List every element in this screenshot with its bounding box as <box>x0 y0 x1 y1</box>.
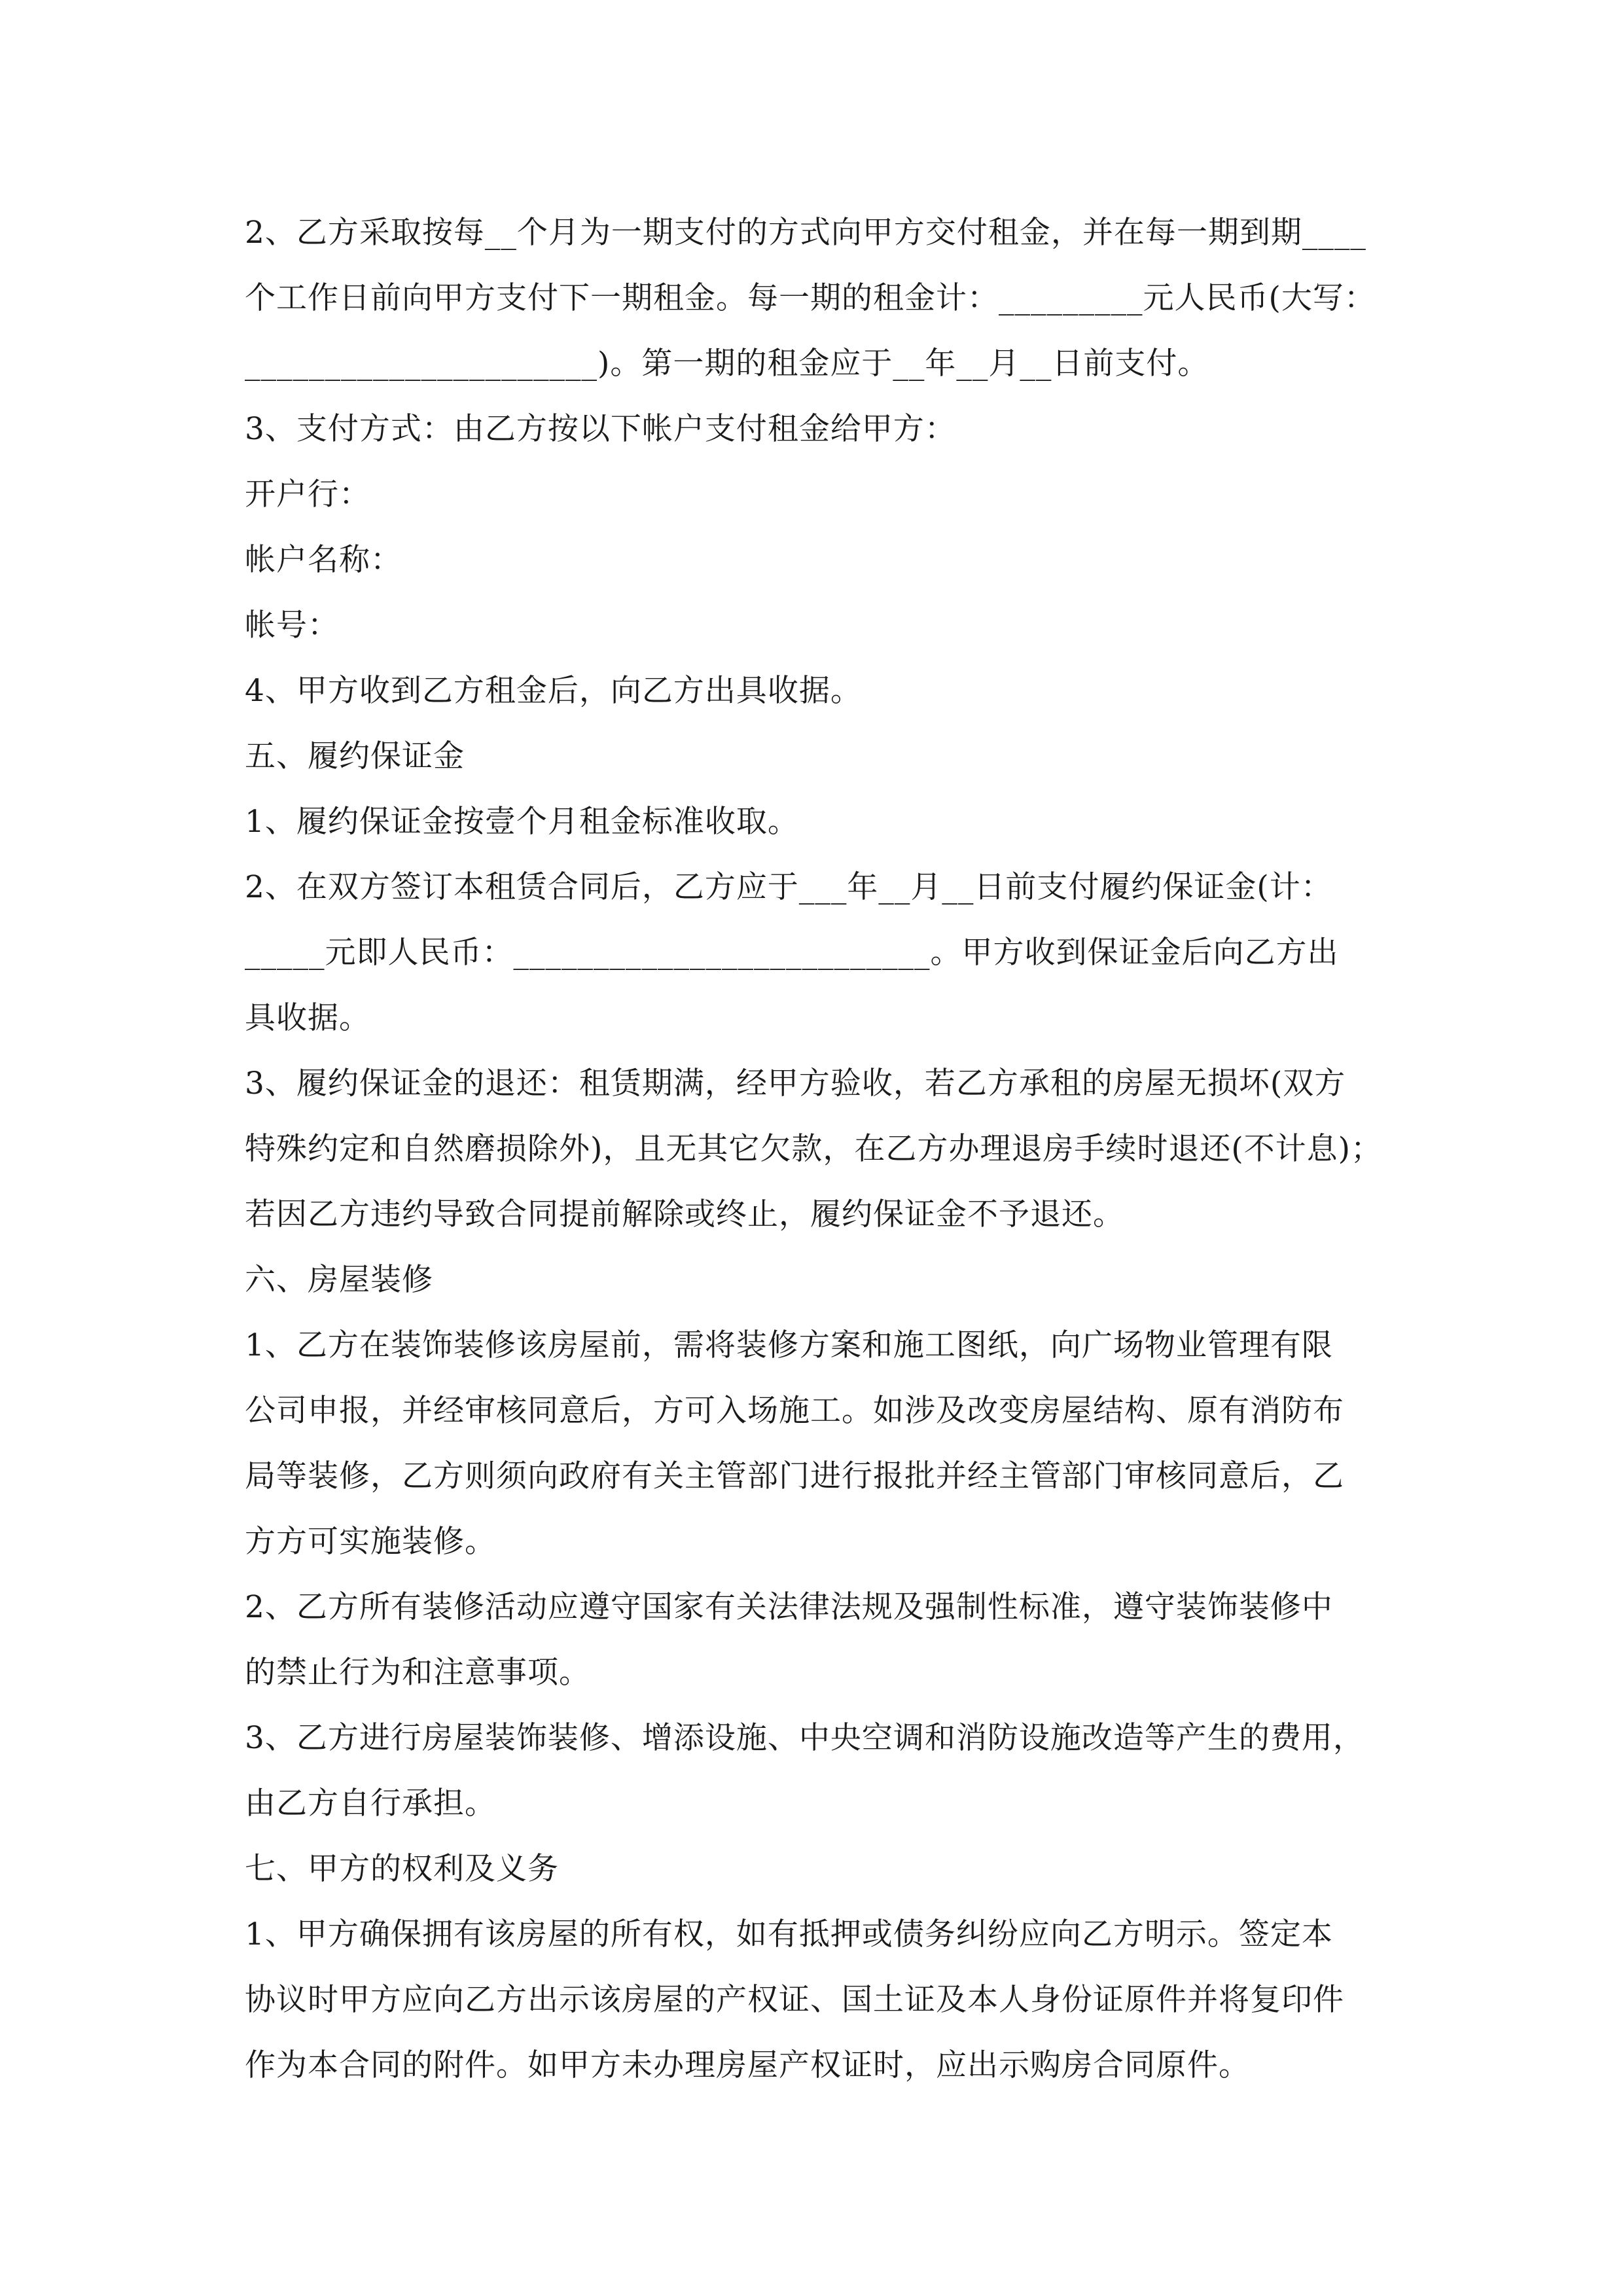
text-line: 局等装修，乙方则须向政府有关主管部门进行报批并经主管部门审核同意后，乙 <box>245 1458 1344 1494</box>
text-line: 特殊约定和自然磨损除外)，且无其它欠款，在乙方办理退房手续时退还(不计息)； <box>245 1131 1383 1167</box>
text-line: 3、支付方式：由乙方按以下帐户支付租金给甲方： <box>245 411 956 447</box>
section-heading: 六、房屋装修 <box>245 1262 433 1298</box>
text-line: 方方可实施装修。 <box>245 1524 496 1560</box>
text-line: 开户行： <box>245 476 370 512</box>
text-line: 由乙方自行承担。 <box>245 1785 496 1821</box>
text-line: 帐号： <box>245 607 339 643</box>
text-line: 的禁止行为和注意事项。 <box>245 1655 590 1691</box>
text-line: 公司申报，并经审核同意后，方可入场施工。如涉及改变房屋结构、原有消防布 <box>245 1393 1344 1429</box>
text-line: 3、乙方进行房屋装饰装修、增添设施、中央空调和消防设施改造等产生的费用， <box>245 1720 1364 1756</box>
text-line: 2、在双方签订本租赁合同后，乙方应于___年__月__日前支付履约保证金(计： <box>245 869 1332 905</box>
text-line: 3、履约保证金的退还：租赁期满，经甲方验收，若乙方承租的房屋无损坏(双方 <box>245 1066 1346 1102</box>
text-line: 作为本合同的附件。如甲方未办理房屋产权证时，应出示购房合同原件。 <box>245 2047 1250 2083</box>
text-line: 1、履约保证金按壹个月租金标准收取。 <box>245 804 799 840</box>
section-heading: 七、甲方的权利及义务 <box>245 1851 559 1887</box>
text-line: 2、乙方所有装修活动应遵守国家有关法律法规及强制性标准，遵守装饰装修中 <box>245 1589 1333 1625</box>
text-line: 若因乙方违约导致合同提前解除或终止，履约保证金不予退还。 <box>245 1196 1124 1232</box>
text-line: 协议时甲方应向乙方出示该房屋的产权证、国土证及本人身份证原件并将复印件 <box>245 1982 1344 2018</box>
text-line: ______________________)。第一期的租金应于__年__月__日前支付。 <box>245 346 1209 382</box>
text-line: 帐户名称： <box>245 542 402 578</box>
section-heading: 五、履约保证金 <box>245 738 465 774</box>
document-body <box>245 200 1387 2098</box>
text-line: 2、乙方采取按每__个月为一期支付的方式向甲方交付租金，并在每一期到期____ <box>245 215 1366 251</box>
text-line: 个工作日前向甲方支付下一期租金。每一期的租金计：_________元人民币(大写： <box>245 280 1376 316</box>
text-line: 4、甲方收到乙方租金后，向乙方出具收据。 <box>245 673 862 709</box>
text-line: _____元即人民币：__________________________。甲方收到保证金后向乙方出 <box>245 935 1339 971</box>
text-line: 具收据。 <box>245 1000 370 1036</box>
text-line: 1、甲方确保拥有该房屋的所有权，如有抵押或债务纠纷应向乙方明示。签定本 <box>245 1916 1333 1952</box>
text-line: 1、乙方在装饰装修该房屋前，需将装修方案和施工图纸，向广场物业管理有限 <box>245 1327 1333 1363</box>
